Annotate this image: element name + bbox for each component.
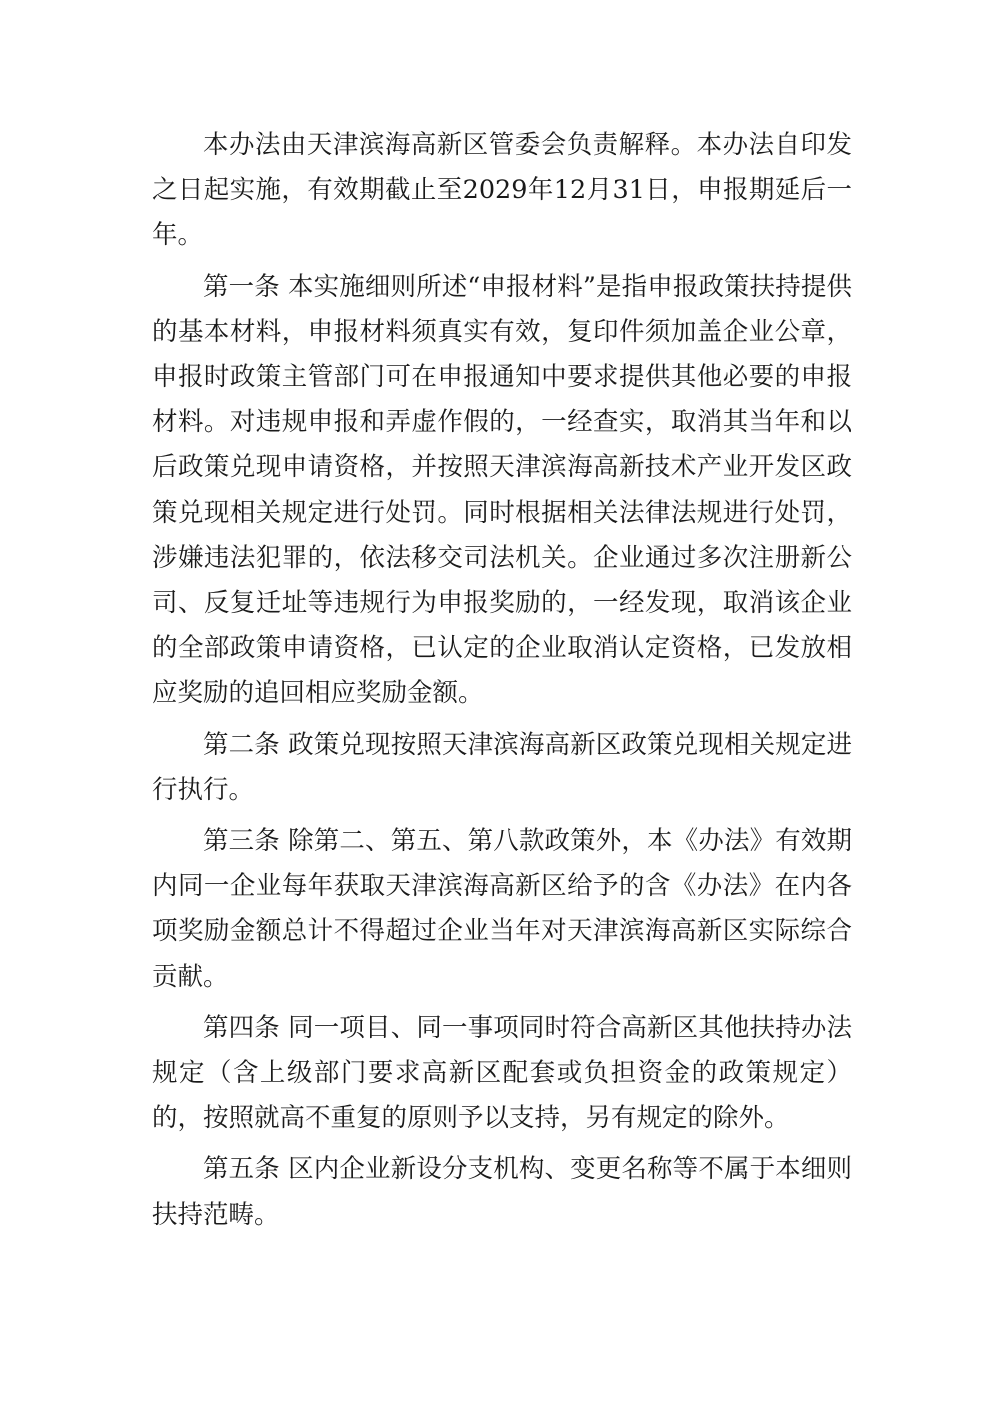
paragraph-article-3: 第三条 除第二、第五、第八款政策外，本《办法》有效期内同一企业每年获取天津滨海高新区给予的含《办法》在内各项奖励金额总计不得超过企业当年对天津滨海高新区实际综合贡献。 — [152, 826, 852, 992]
paragraph-article-2: 第二条 政策兑现按照天津滨海高新区政策兑现相关规定进行执行。 — [152, 729, 852, 805]
paragraph-interpretation-clause: 本办法由天津滨海高新区管委会负责解释。本办法自印发之日起实施，有效期截止至2029年12月31日，申报期延后一年。 — [152, 130, 852, 251]
document-body — [152, 123, 852, 1238]
paragraph-article-4: 第四条 同一项目、同一事项同时符合高新区其他扶持办法规定（含上级部门要求高新区配套或负担资金的政策规定）的，按照就高不重复的原则予以支持，另有规定的除外。 — [152, 1012, 852, 1134]
paragraph-article-1: 第一条 本实施细则所述“申报材料”是指申报政策扶持提供的基本材料，申报材料须真实有效，复印件须加盖企业公章，申报时政策主管部门可在申报通知中要求提供其他必要的申报材料。对违规申报和弄虚作假的，一经查实，取消其当年和以后政策兑现申请资格，并按照天津滨海高新技术产业开发区政策兑现相关规定进行处罚。同时根据相关法律法规进行处罚，涉嫌违法犯罪的，依法移交司法机关。企业通过多次注册新公司、反复迁址等违规行为申报奖励的，一经发现，取消该企业的全部政策申请资格，已认定的企业取消认定资格，已发放相应奖励的追回相应奖励金额。 — [152, 271, 852, 709]
paragraph-article-5: 第五条 区内企业新设分支机构、变更名称等不属于本细则扶持范畴。 — [152, 1154, 852, 1230]
